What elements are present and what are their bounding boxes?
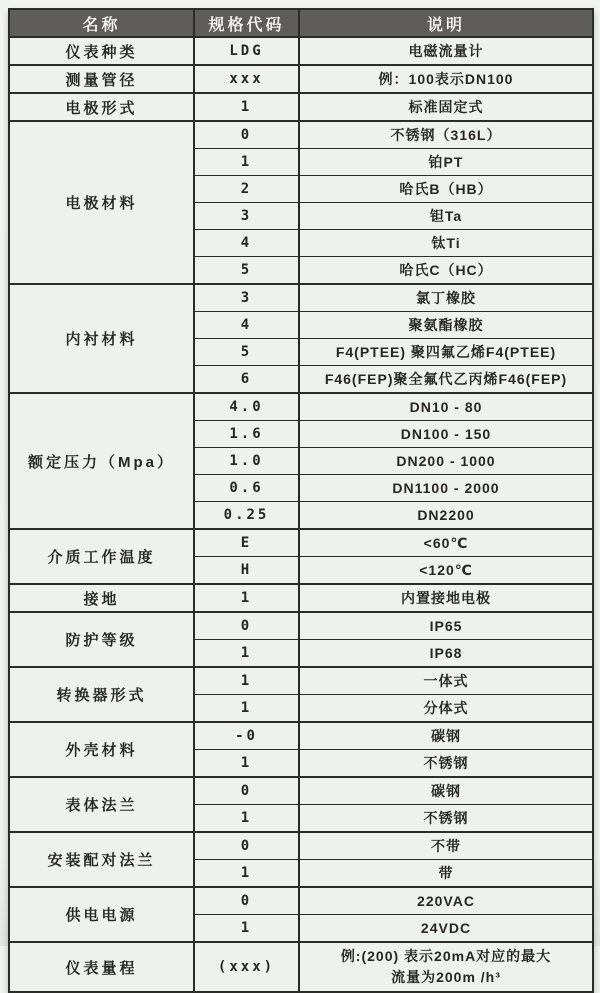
spec-code-cell: 6: [194, 366, 299, 394]
description-cell: 一体式: [299, 667, 593, 695]
group-name-cell: 内衬材料: [9, 284, 194, 393]
datasheet-page: [0, 8, 600, 985]
group-name-cell: 接地: [9, 584, 194, 612]
group-name-cell: 转换器形式: [9, 667, 194, 722]
group-name-cell: 安装配对法兰: [9, 832, 194, 887]
description-cell: 不锈钢: [299, 750, 593, 778]
description-cell: 钛Ti: [299, 230, 593, 257]
spec-code-cell: 2: [194, 176, 299, 203]
table-row: [9, 667, 593, 695]
spec-code-cell: LDG: [194, 37, 299, 65]
spec-code-cell: 1: [194, 695, 299, 723]
spec-code-cell: xxx: [194, 65, 299, 93]
table-row: [9, 832, 593, 860]
spec-code-cell: 1: [194, 860, 299, 888]
description-cell: 钽Ta: [299, 203, 593, 230]
description-cell: 碳钢: [299, 722, 593, 750]
description-cell: DN2200: [299, 502, 593, 530]
spec-code-cell: 1.6: [194, 421, 299, 448]
column-header: 名称: [9, 9, 194, 37]
spec-code-cell: E: [194, 529, 299, 557]
table-row: [9, 37, 593, 65]
description-cell: IP68: [299, 640, 593, 668]
spec-code-cell: 5: [194, 257, 299, 285]
table-row: [9, 777, 593, 805]
description-cell: 例:(200) 表示20mA对应的最大 流量为200m /h³: [299, 942, 593, 992]
table-row: [9, 65, 593, 93]
group-name-cell: 额定压力（Mpa）: [9, 393, 194, 529]
table-row: [9, 284, 593, 312]
column-header: 规格代码: [194, 9, 299, 37]
description-cell: <120℃: [299, 557, 593, 585]
group-name-cell: 介质工作温度: [9, 529, 194, 584]
description-cell: 哈氏B（HB）: [299, 176, 593, 203]
description-cell: 铂PT: [299, 149, 593, 176]
table-row: [9, 121, 593, 149]
spec-table: [8, 8, 594, 993]
spec-code-cell: 1: [194, 750, 299, 778]
spec-code-cell: 0: [194, 832, 299, 860]
spec-code-cell: 1: [194, 915, 299, 943]
spec-code-cell: 0: [194, 887, 299, 915]
group-name-cell: 仪表种类: [9, 37, 194, 65]
spec-code-cell: 0: [194, 777, 299, 805]
spec-code-cell: 0.25: [194, 502, 299, 530]
description-cell: 分体式: [299, 695, 593, 723]
description-cell: IP65: [299, 612, 593, 640]
spec-code-cell: 4: [194, 312, 299, 339]
spec-code-cell: 1: [194, 149, 299, 176]
description-cell: 氯丁橡胶: [299, 284, 593, 312]
group-name-cell: 防护等级: [9, 612, 194, 667]
description-cell: 不带: [299, 832, 593, 860]
description-cell: 碳钢: [299, 777, 593, 805]
spec-code-cell: 5: [194, 339, 299, 366]
description-cell: DN1100 - 2000: [299, 475, 593, 502]
table-row: [9, 584, 593, 612]
spec-code-cell: 4.0: [194, 393, 299, 421]
group-name-cell: 测量管径: [9, 65, 194, 93]
table-row: [9, 393, 593, 421]
table-row: [9, 722, 593, 750]
table-row: [9, 529, 593, 557]
table-row: [9, 612, 593, 640]
description-cell: DN100 - 150: [299, 421, 593, 448]
spec-code-cell: 0: [194, 612, 299, 640]
spec-code-cell: -0: [194, 722, 299, 750]
spec-code-cell: 1: [194, 667, 299, 695]
spec-code-cell: 1: [194, 93, 299, 121]
column-header: 说明: [299, 9, 593, 37]
spec-code-cell: 0: [194, 121, 299, 149]
table-row: [9, 942, 593, 992]
group-name-cell: 表体法兰: [9, 777, 194, 832]
spec-code-cell: H: [194, 557, 299, 585]
spec-code-cell: 3: [194, 203, 299, 230]
description-cell: 哈氏C（HC）: [299, 257, 593, 285]
description-cell: 不锈钢: [299, 805, 593, 833]
table-row: [9, 93, 593, 121]
description-cell: F46(FEP)聚全氟代乙丙烯F46(FEP): [299, 366, 593, 394]
description-cell: 带: [299, 860, 593, 888]
spec-code-cell: 1.0: [194, 448, 299, 475]
description-cell: 标准固定式: [299, 93, 593, 121]
group-name-cell: 供电电源: [9, 887, 194, 942]
table-row: [9, 887, 593, 915]
description-cell: 聚氨酯橡胶: [299, 312, 593, 339]
description-cell: DN10 - 80: [299, 393, 593, 421]
description-cell: DN200 - 1000: [299, 448, 593, 475]
spec-code-cell: 1: [194, 640, 299, 668]
header-row: [9, 9, 593, 37]
description-cell: <60℃: [299, 529, 593, 557]
description-cell: 220VAC: [299, 887, 593, 915]
spec-code-cell: 1: [194, 584, 299, 612]
spec-code-cell: 1: [194, 805, 299, 833]
description-cell: 内置接地电极: [299, 584, 593, 612]
group-name-cell: 仪表量程: [9, 942, 194, 992]
spec-code-cell: 3: [194, 284, 299, 312]
spec-code-cell: 0.6: [194, 475, 299, 502]
spec-code-cell: 4: [194, 230, 299, 257]
description-cell: 不锈钢（316L）: [299, 121, 593, 149]
description-cell: 24VDC: [299, 915, 593, 943]
spec-code-cell: (xxx): [194, 942, 299, 992]
description-cell: F4(PTEE) 聚四氟乙烯F4(PTEE): [299, 339, 593, 366]
group-name-cell: 电极材料: [9, 121, 194, 284]
description-cell: 电磁流量计: [299, 37, 593, 65]
group-name-cell: 电极形式: [9, 93, 194, 121]
group-name-cell: 外壳材料: [9, 722, 194, 777]
description-cell: 例：100表示DN100: [299, 65, 593, 93]
